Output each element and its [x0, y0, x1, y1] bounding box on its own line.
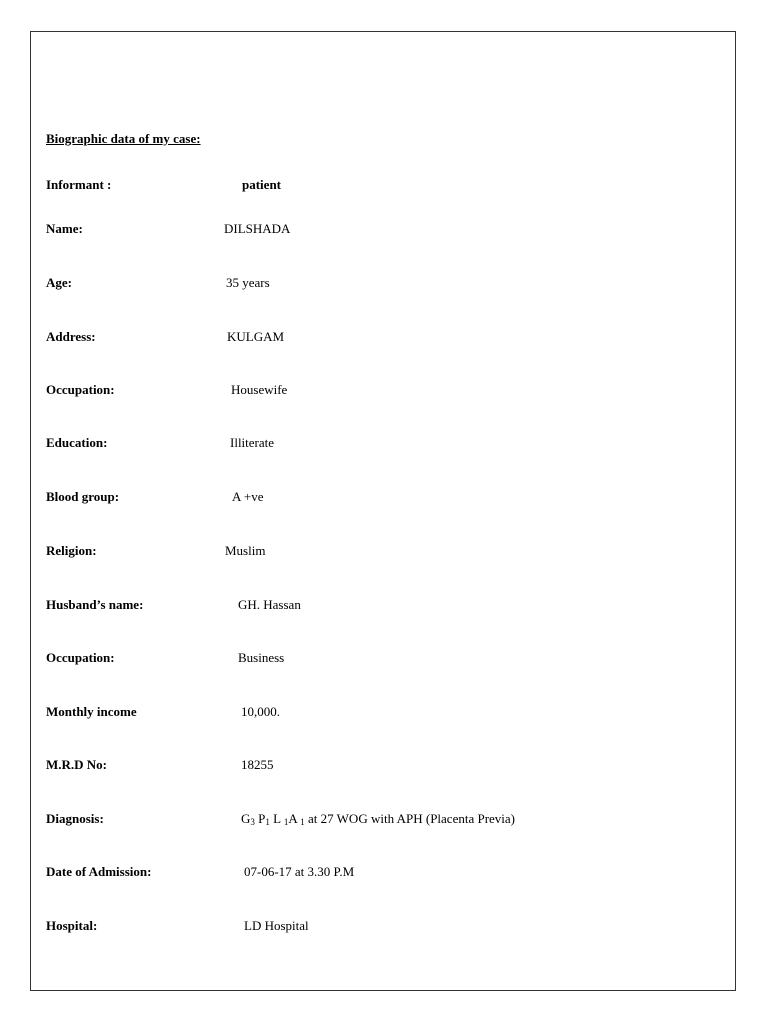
field-label: Informant : [46, 177, 112, 192]
field-row-age [0, 275, 768, 295]
field-row-name [0, 221, 768, 241]
field-label: Diagnosis: [46, 811, 104, 826]
field-label: Husband’s name: [46, 597, 144, 612]
field-value: 18255 [241, 757, 274, 772]
field-row-education [0, 435, 768, 455]
field-value: Housewife [231, 382, 288, 397]
field-label: Occupation: [46, 650, 115, 665]
field-value: LD Hospital [244, 918, 309, 933]
field-value: A +ve [232, 489, 264, 504]
field-row-religion [0, 543, 768, 563]
field-value: Muslim [225, 543, 266, 558]
field-row-mrd-no [0, 757, 768, 777]
field-label: Blood group: [46, 489, 120, 504]
field-label: Address: [46, 329, 96, 344]
section-heading: Biographic data of my case: [46, 131, 201, 146]
field-label: Occupation: [46, 382, 115, 397]
field-value: 35 years [226, 275, 270, 290]
field-label: Age: [46, 275, 72, 290]
field-value: 07-06-17 at 3.30 P.M [244, 864, 355, 879]
field-row-husband-occupation [0, 650, 768, 670]
field-label: Education: [46, 435, 108, 450]
field-row-hospital [0, 918, 768, 938]
field-row-date-of-admission [0, 864, 768, 884]
field-row-diagnosis [0, 811, 768, 831]
field-value: KULGAM [227, 329, 285, 344]
page-border [30, 31, 736, 991]
field-value: $G_3$ $P_1$ L $_1$A $_1$ at 27 WOG with APH (Placenta Previa) [241, 811, 516, 827]
field-row-informant [0, 177, 768, 197]
field-value: DILSHADA [224, 221, 291, 236]
field-label: Monthly income [46, 704, 137, 719]
field-row-husband-name [0, 597, 768, 617]
field-label: Date of Admission: [46, 864, 152, 879]
field-value: patient [242, 177, 281, 192]
field-label: Religion: [46, 543, 97, 558]
field-row-monthly-income [0, 704, 768, 724]
field-value: Business [238, 650, 285, 665]
field-row-blood-group [0, 489, 768, 509]
field-value: GH. Hassan [238, 597, 301, 612]
field-row-address [0, 329, 768, 349]
field-label: M.R.D No: [46, 757, 108, 772]
field-row-occupation [0, 382, 768, 402]
field-value: Illiterate [230, 435, 275, 450]
field-value: 10,000. [241, 704, 280, 719]
field-label: Name: [46, 221, 83, 236]
field-label: Hospital: [46, 918, 98, 933]
